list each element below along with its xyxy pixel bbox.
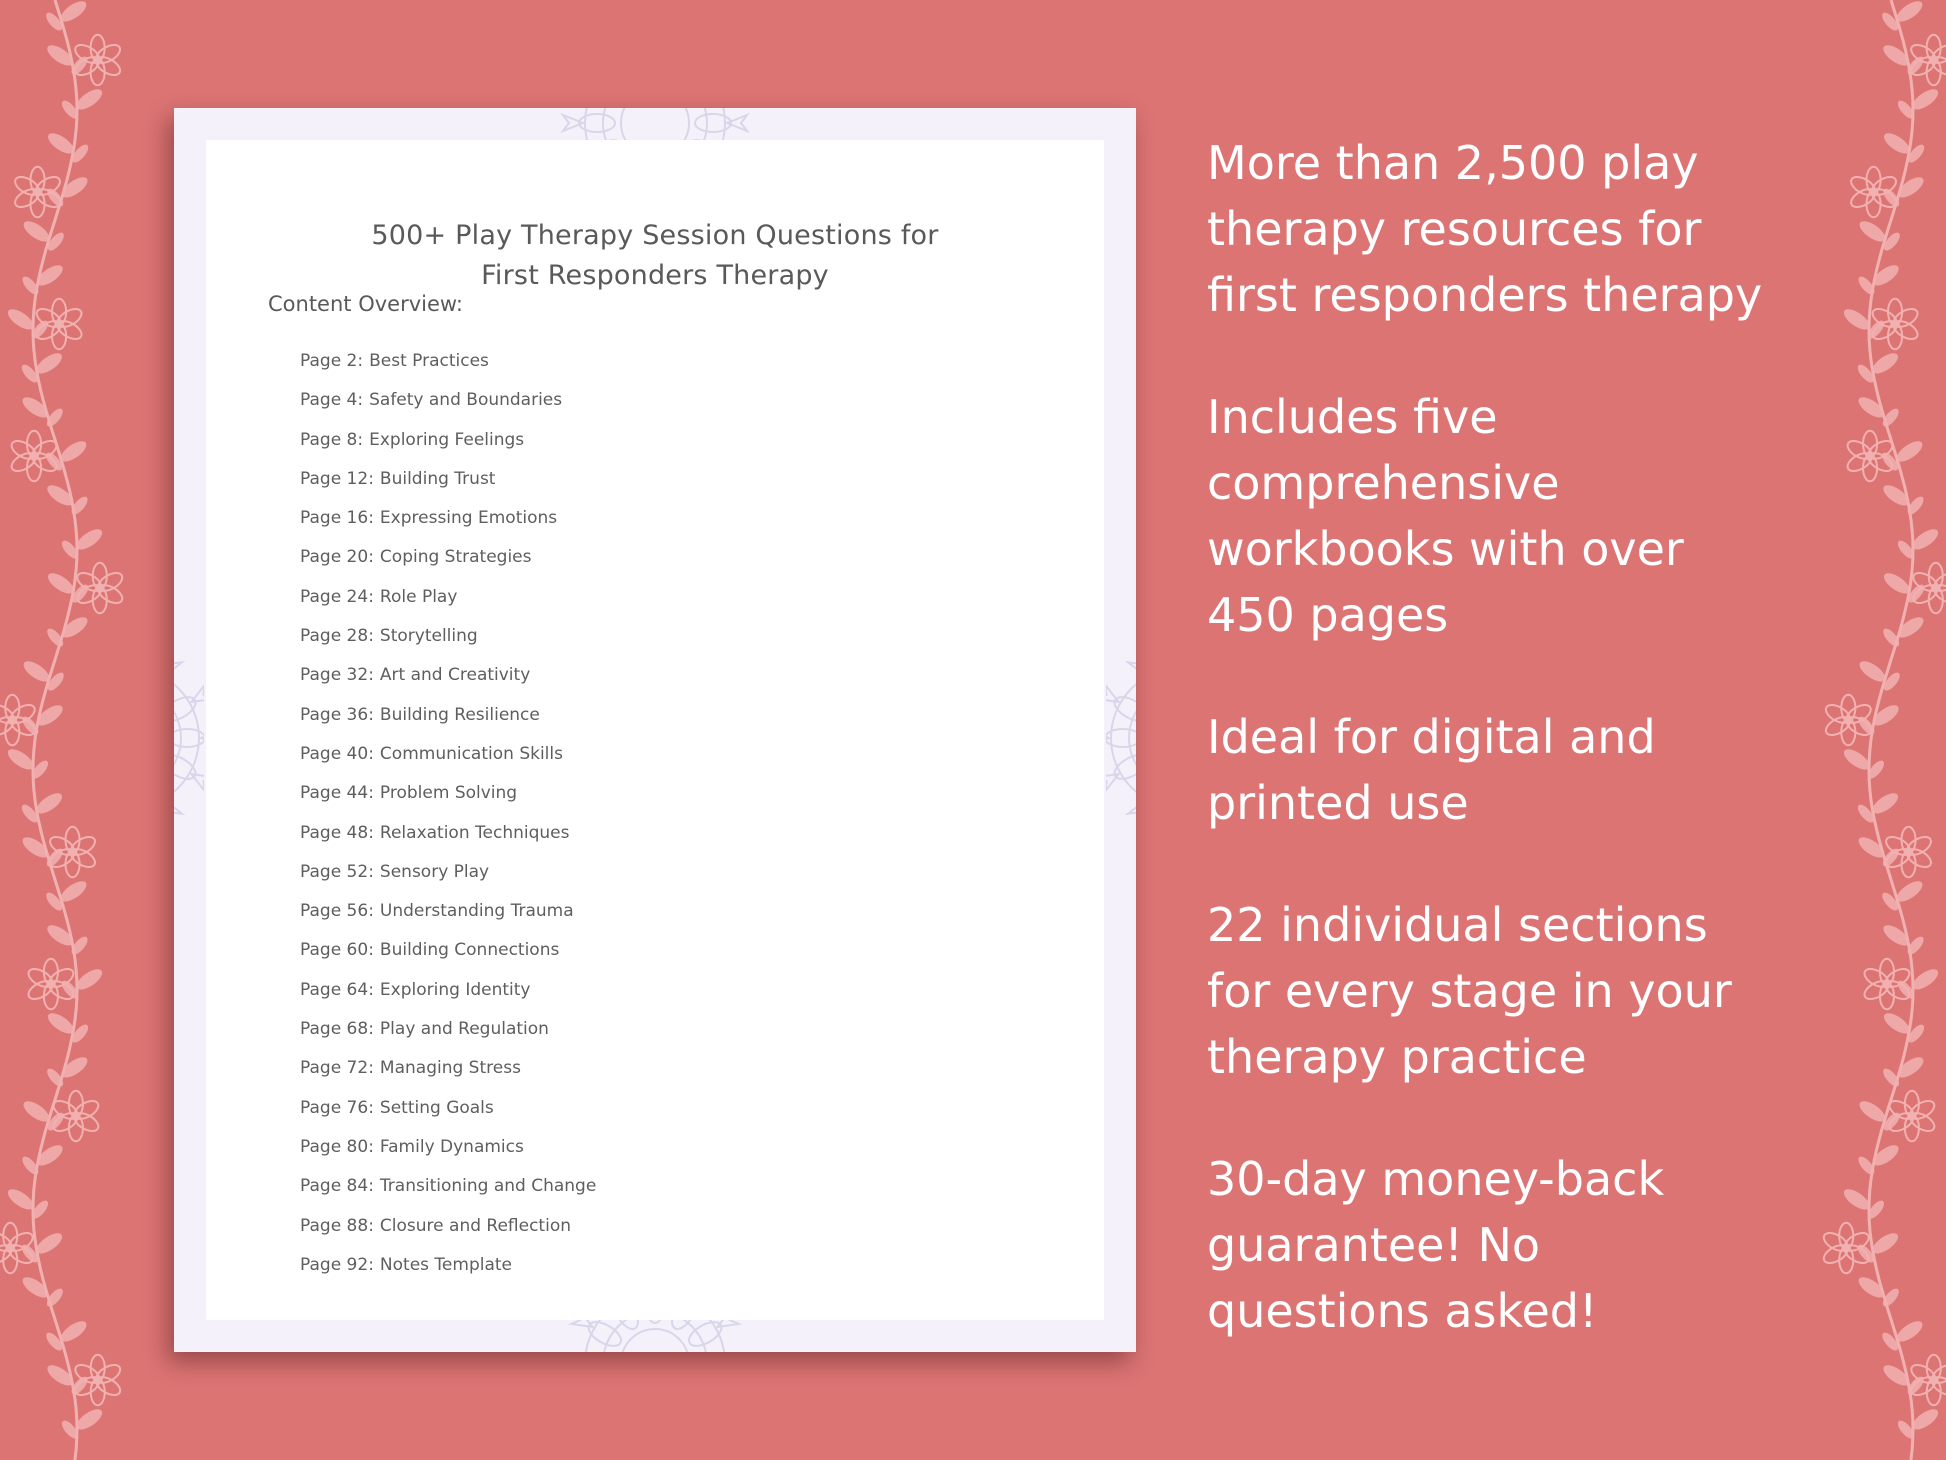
feature-line: Ideal for digital and bbox=[1207, 710, 1656, 764]
toc-section-label: Storytelling bbox=[379, 626, 478, 647]
toc-page-number: Page 12: bbox=[300, 468, 374, 489]
table-of-contents bbox=[300, 342, 596, 1285]
feature-line: questions asked! bbox=[1207, 1284, 1598, 1338]
feature-list bbox=[1207, 130, 1847, 1400]
feature-line: comprehensive bbox=[1207, 456, 1560, 510]
toc-item bbox=[300, 1089, 596, 1128]
toc-page-number: Page 2: bbox=[300, 351, 364, 371]
toc-item bbox=[300, 1128, 596, 1167]
feature-line: therapy resources for bbox=[1207, 202, 1702, 256]
toc-section-label: Role Play bbox=[379, 586, 458, 607]
document-title bbox=[206, 216, 1104, 296]
toc-page-number: Page 20: bbox=[300, 547, 374, 568]
document-title-line-1: 500+ Play Therapy Session Questions for bbox=[371, 220, 939, 251]
toc-page-number: Page 28: bbox=[300, 626, 374, 647]
toc-item bbox=[300, 971, 596, 1010]
toc-page-number: Page 32: bbox=[300, 665, 374, 686]
toc-section-label: Setting Goals bbox=[379, 1097, 494, 1118]
toc-section-label: Sensory Play bbox=[379, 861, 490, 882]
toc-item bbox=[300, 421, 596, 460]
toc-section-label: Coping Strategies bbox=[379, 547, 532, 568]
toc-page-number: Page 68: bbox=[300, 1019, 374, 1040]
feature-line: Includes five bbox=[1207, 390, 1498, 444]
feature-line: workbooks with over bbox=[1207, 522, 1684, 576]
toc-page-number: Page 64: bbox=[300, 979, 374, 1000]
toc-page-number: Page 8: bbox=[300, 429, 364, 450]
feature-text bbox=[1207, 892, 1847, 1090]
toc-item bbox=[300, 538, 596, 577]
feature-line: for every stage in your bbox=[1207, 964, 1732, 1018]
toc-section-label: Transitioning and Change bbox=[379, 1176, 597, 1197]
toc-item bbox=[300, 774, 596, 813]
feature-text bbox=[1207, 130, 1847, 328]
feature-line: 450 pages bbox=[1207, 588, 1449, 642]
floral-vine-left-icon bbox=[0, 0, 130, 1460]
toc-item bbox=[300, 1167, 596, 1206]
toc-item bbox=[300, 1049, 596, 1088]
feature-text bbox=[1207, 704, 1847, 836]
toc-item bbox=[300, 499, 596, 538]
toc-item bbox=[300, 892, 596, 931]
feature-text bbox=[1207, 384, 1847, 648]
mandala-right-icon bbox=[1106, 608, 1136, 868]
toc-page-number: Page 60: bbox=[300, 940, 374, 961]
toc-page-number: Page 40: bbox=[300, 743, 374, 764]
feature-line: More than 2,500 play bbox=[1207, 136, 1699, 190]
toc-page-number: Page 44: bbox=[300, 783, 374, 804]
toc-item bbox=[300, 931, 596, 970]
toc-item bbox=[300, 381, 596, 420]
feature-line: 30-day money-back bbox=[1207, 1152, 1665, 1206]
toc-section-label: Managing Stress bbox=[379, 1058, 521, 1079]
feature-line: 22 individual sections bbox=[1207, 898, 1708, 952]
toc-page-number: Page 80: bbox=[300, 1136, 374, 1157]
toc-section-label: Safety and Boundaries bbox=[369, 390, 563, 411]
toc-section-label: Problem Solving bbox=[379, 783, 518, 804]
toc-item bbox=[300, 656, 596, 695]
feature-text bbox=[1207, 1146, 1847, 1344]
toc-section-label: Exploring Feelings bbox=[369, 429, 525, 450]
toc-page-number: Page 48: bbox=[300, 822, 374, 843]
mandala-left-icon bbox=[174, 608, 204, 868]
page-content bbox=[206, 140, 1104, 1320]
feature-line: guarantee! No bbox=[1207, 1218, 1541, 1272]
toc-page-number: Page 4: bbox=[300, 390, 364, 411]
toc-item bbox=[300, 696, 596, 735]
toc-page-number: Page 24: bbox=[300, 586, 374, 607]
toc-section-label: Best Practices bbox=[369, 351, 489, 371]
toc-section-label: Play and Regulation bbox=[379, 1019, 549, 1040]
toc-page-number: Page 92: bbox=[300, 1254, 374, 1275]
toc-section-label: Building Connections bbox=[379, 940, 560, 961]
toc-item bbox=[300, 853, 596, 892]
toc-section-label: Relaxation Techniques bbox=[379, 822, 570, 843]
toc-item bbox=[300, 460, 596, 499]
toc-item bbox=[300, 1207, 596, 1246]
feature-line: first responders therapy bbox=[1207, 268, 1763, 322]
toc-section-label: Closure and Reflection bbox=[379, 1215, 571, 1236]
toc-section-label: Building Resilience bbox=[379, 704, 540, 725]
toc-section-label: Exploring Identity bbox=[379, 979, 531, 1000]
toc-section-label: Expressing Emotions bbox=[379, 508, 558, 529]
toc-page-number: Page 52: bbox=[300, 861, 374, 882]
toc-item bbox=[300, 1010, 596, 1049]
toc-item bbox=[300, 1246, 596, 1285]
feature-line: printed use bbox=[1207, 776, 1469, 830]
toc-item bbox=[300, 735, 596, 774]
toc-section-label: Notes Template bbox=[379, 1254, 512, 1275]
toc-item bbox=[300, 814, 596, 853]
document-title-line-2: First Responders Therapy bbox=[481, 260, 829, 291]
toc-item bbox=[300, 617, 596, 656]
workbook-page-preview bbox=[174, 108, 1136, 1352]
toc-section-label: Family Dynamics bbox=[379, 1136, 524, 1157]
toc-page-number: Page 16: bbox=[300, 508, 374, 529]
toc-page-number: Page 72: bbox=[300, 1058, 374, 1079]
toc-page-number: Page 76: bbox=[300, 1097, 374, 1118]
toc-page-number: Page 36: bbox=[300, 704, 374, 725]
toc-section-label: Art and Creativity bbox=[379, 665, 531, 686]
toc-page-number: Page 84: bbox=[300, 1176, 374, 1197]
feature-line: therapy practice bbox=[1207, 1030, 1587, 1084]
toc-page-number: Page 88: bbox=[300, 1215, 374, 1236]
toc-item bbox=[300, 578, 596, 617]
toc-item bbox=[300, 342, 596, 381]
toc-page-number: Page 56: bbox=[300, 901, 374, 922]
toc-section-label: Building Trust bbox=[379, 468, 496, 489]
content-overview-label: Content Overview: bbox=[268, 292, 463, 316]
toc-section-label: Communication Skills bbox=[379, 743, 563, 764]
toc-section-label: Understanding Trauma bbox=[379, 901, 574, 922]
